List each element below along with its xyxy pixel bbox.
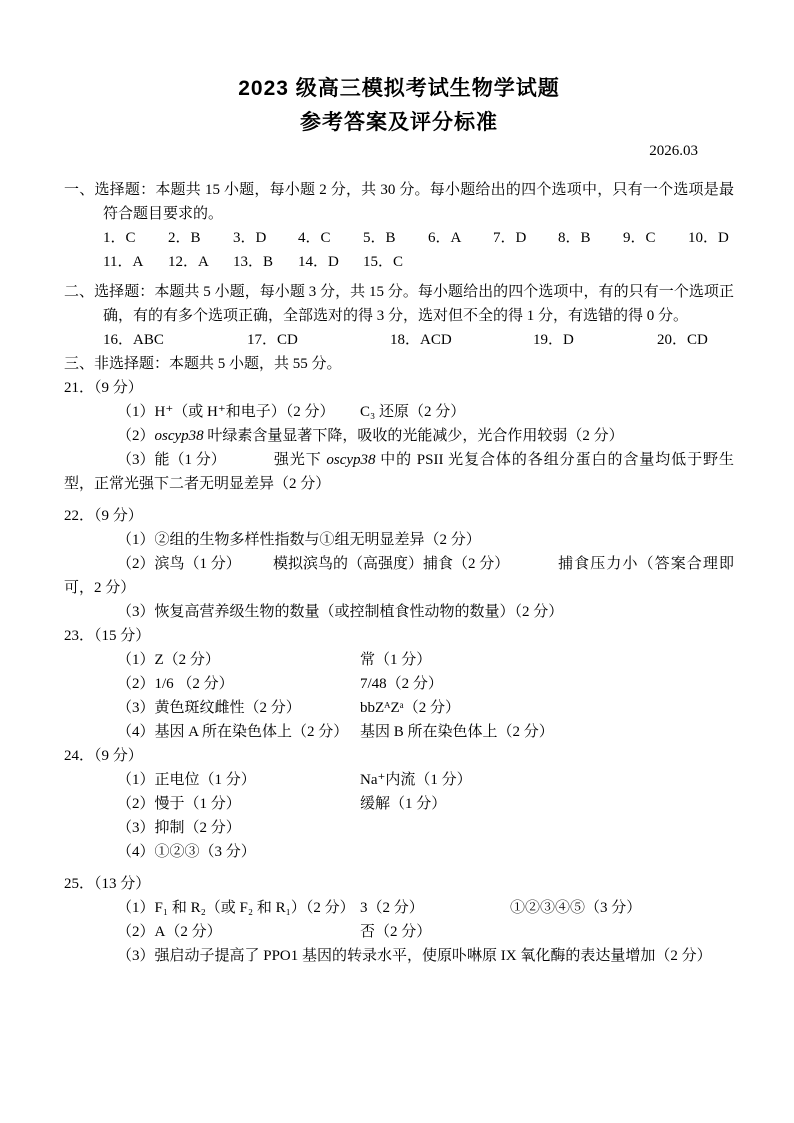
answer-item: 16．ABC xyxy=(103,332,164,348)
q24-answer-2-col2: 缓解（1 分） xyxy=(360,796,447,812)
q24-answer-3: （3）抑制（2 分） xyxy=(117,820,241,836)
q25-answer-1-col1: （1）F₁ 和 R₂（或 F₂ 和 R₁）（2 分） xyxy=(117,900,355,916)
q21-answer-3-col1: （3）能（1 分） xyxy=(117,452,226,468)
q25-answer-1-col3: ①②③④⑤（3 分） xyxy=(510,900,642,916)
q22-answer-3: （3）恢复高营养级生物的数量（或控制植食性动物的数量）（2 分） xyxy=(117,604,564,620)
answer-item: 12．A xyxy=(168,254,209,270)
answer-item: 1．C xyxy=(103,230,136,246)
q23-answer-1-col2: 常（1 分） xyxy=(360,652,432,668)
q21-answer-2-prefix: （2） xyxy=(117,428,155,444)
q23-answer-4-col2: 基因 B 所在染色体上（2 分） xyxy=(360,724,554,740)
q21-answer-3 xyxy=(64,448,734,496)
q22-answer-2-col1: （2）滨鸟（1 分） xyxy=(117,556,241,572)
question-22-number: 22．（9 分） xyxy=(64,508,143,524)
mc-answers-row-1-10 xyxy=(103,226,734,250)
q23-answer-2-col1: （2）1/6 （2 分） xyxy=(117,676,234,692)
q23-answer-4 xyxy=(64,720,734,744)
section-1-heading: 一、选择题：本题共 15 小题，每小题 2 分，共 30 分。每小题给出的四个选项中，只有一个选项是最符合题目要求的。 xyxy=(64,182,734,222)
q23-answer-1 xyxy=(64,648,734,672)
q25-answer-2-col2: 否（2 分） xyxy=(360,924,432,940)
q21-answer-1 xyxy=(64,400,734,424)
q22-answer-1: （1）②组的生物多样性指数与①组无明显差异（2 分） xyxy=(117,532,481,548)
q24-answer-2-col1: （2）慢于（1 分） xyxy=(117,796,241,812)
answer-item: 14．D xyxy=(298,254,339,270)
question-23-number: 23．（15 分） xyxy=(64,628,151,644)
question-21-number: 21．（9 分） xyxy=(64,380,143,396)
q24-answer-1-col1: （1）正电位（1 分） xyxy=(117,772,256,788)
q25-answer-2 xyxy=(64,920,734,944)
section-2-heading: 二、选择题：本题共 5 小题，每小题 3 分，共 15 分。每小题给出的四个选项中，有的只有一个选项正确，有的有多个选项正确，全部选对的得 3 分，选对但不全的得 1 分，有选错的得 0 分。 xyxy=(64,284,734,324)
q21-answer-3-text2: 中的 PSII 光复合体的各组分蛋白的含量均低于野生型，正常光强下二者无明显差异（2 分） xyxy=(64,452,734,492)
answer-item: 2．B xyxy=(168,230,201,246)
q21-answer-3-text1: 强光下 xyxy=(273,452,327,468)
answer-item: 8．B xyxy=(558,230,591,246)
answer-item: 11．A xyxy=(103,254,144,270)
answer-item: 5．B xyxy=(363,230,396,246)
q24-answer-1-col2: Na⁺内流（1 分） xyxy=(360,772,472,788)
q21-answer-1-col1: （1）H⁺（或 H⁺和电子）（2 分） xyxy=(117,404,335,420)
q24-answer-4: （4）①②③（3 分） xyxy=(117,844,256,860)
q25-answer-1-col2: 3（2 分） xyxy=(360,900,424,916)
q22-answer-2-col3: 捕食压力小（答案合理即可，2 分） xyxy=(64,556,734,596)
q23-answer-1-col1: （1）Z（2 分） xyxy=(117,652,220,668)
q23-answer-2 xyxy=(64,672,734,696)
question-25-number: 25．（13 分） xyxy=(64,876,151,892)
section-3-heading: 三、非选择题：本题共 5 小题，共 55 分。 xyxy=(64,356,342,372)
answer-item: 19．D xyxy=(533,332,574,348)
answer-item: 9．C xyxy=(623,230,656,246)
question-24-number: 24．（9 分） xyxy=(64,748,143,764)
q22-answer-2 xyxy=(64,552,734,600)
q25-answer-1 xyxy=(64,896,734,920)
answer-item: 3．D xyxy=(233,230,267,246)
q24-answer-1 xyxy=(64,768,734,792)
answer-item: 20．CD xyxy=(657,332,708,348)
answer-item: 10．D xyxy=(688,230,729,246)
answer-item: 4．C xyxy=(298,230,331,246)
q24-answer-2 xyxy=(64,792,734,816)
answer-item: 18．ACD xyxy=(390,332,452,348)
q25-answer-2-col1: （2）A（2 分） xyxy=(117,924,222,940)
gene-name-italic: oscyp38 xyxy=(154,428,204,444)
answer-item: 13．B xyxy=(233,254,274,270)
q21-answer-2 xyxy=(64,424,734,448)
q23-answer-2-col2: 7/48（2 分） xyxy=(360,676,443,692)
gene-name-italic: oscyp38 xyxy=(326,452,376,468)
q25-answer-3: （3）强启动子提高了 PPO1 基因的转录水平，使原卟啉原 IX 氧化酶的表达量增加（2 分） xyxy=(117,948,712,964)
q23-answer-3-col2: bbZᴬZᵃ（2 分） xyxy=(360,700,461,716)
exam-date: 2026.03 xyxy=(649,143,698,159)
answer-item: 17．CD xyxy=(247,332,298,348)
q21-answer-2-text: 叶绿素含量显著下降，吸收的光能减少，光合作用较弱（2 分） xyxy=(203,428,624,444)
q23-answer-3-col1: （3）黄色斑纹雌性（2 分） xyxy=(117,700,301,716)
q23-answer-4-col1: （4）基因 A 所在染色体上（2 分） xyxy=(117,724,349,740)
page-subtitle: 参考答案及评分标准 xyxy=(300,111,498,134)
q23-answer-3 xyxy=(64,696,734,720)
page-title: 2023 级高三模拟考试生物学试题 xyxy=(238,77,560,100)
answer-item: 7．D xyxy=(493,230,527,246)
answer-item: 15．C xyxy=(363,254,404,270)
mc-answers-row-11-15 xyxy=(103,250,734,274)
answer-item: 6．A xyxy=(428,230,462,246)
q22-answer-2-col2: 模拟滨鸟的（高强度）捕食（2 分） xyxy=(273,556,510,572)
q21-answer-1-col2: C₃ 还原（2 分） xyxy=(360,404,466,420)
mc-answers-row-16-20 xyxy=(103,328,734,352)
